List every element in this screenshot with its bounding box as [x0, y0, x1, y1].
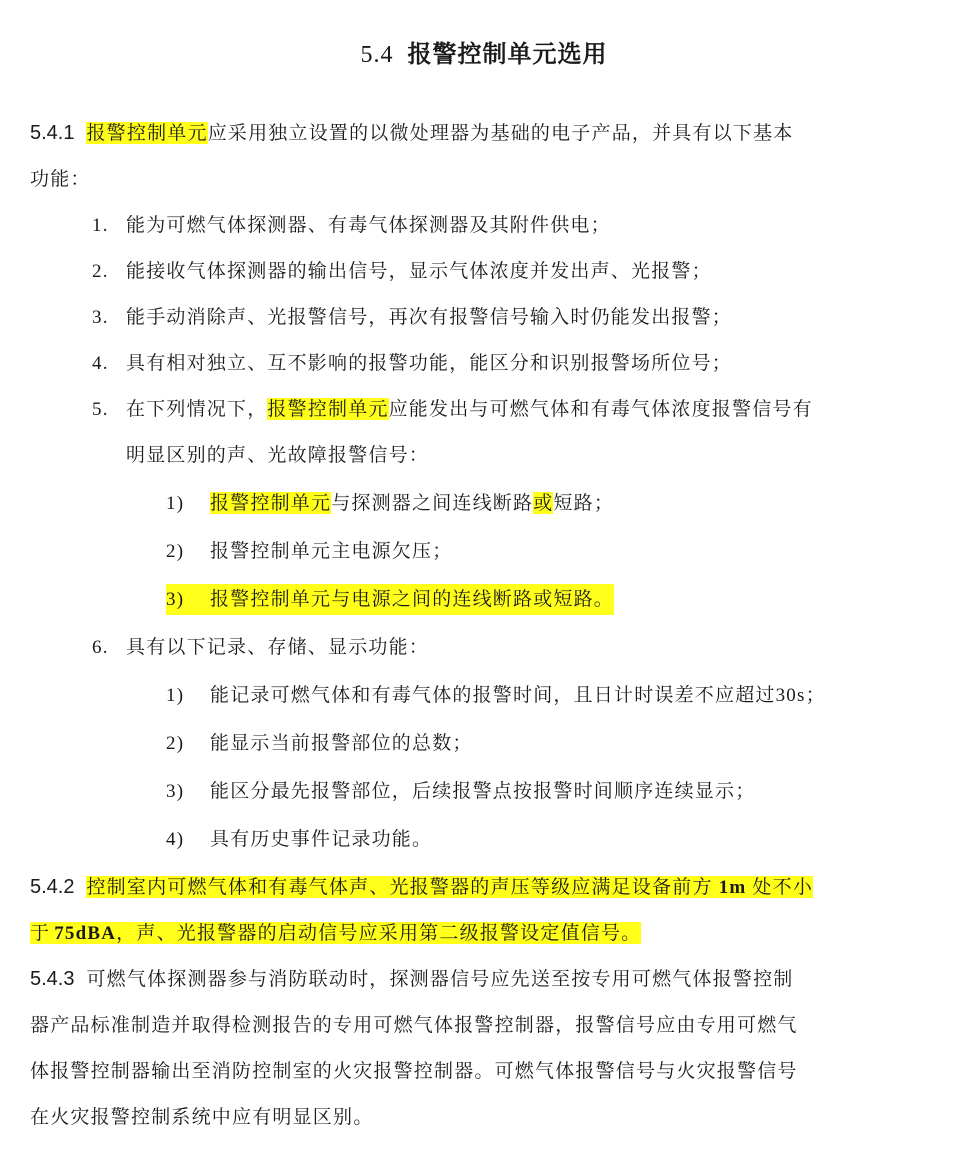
list-item-number: 3.	[92, 307, 109, 328]
sub-list-item-end: ；	[805, 684, 826, 706]
clause-543-line-4	[30, 1102, 373, 1132]
list-item	[92, 302, 732, 333]
clause-543-text: 可燃气体探测器参与消防联动时，探测器信号应先送至按专用可燃气体报警控制	[86, 968, 794, 990]
list-item-text: 能手动消除声、光报警信号，再次有报警信号输入时仍能发出报警；	[126, 306, 733, 328]
sub-list-item-number: 3)	[166, 589, 185, 610]
list-item-number: 2.	[92, 261, 109, 282]
sub-list-item-text: 报警控制单元与电源之间的连线断路或短路。	[210, 588, 615, 610]
sub-list-item-value: 30s	[775, 685, 806, 706]
clause-543-line-1	[30, 964, 794, 994]
sub-list-item-text: 具有历史事件记录功能。	[210, 828, 433, 850]
sub-list-item-text: 能区分最先报警部位，后续报警点按报警时间顺序连续显示；	[210, 780, 756, 802]
clause-542-text-d: 于	[30, 922, 51, 944]
clause-543-text: 在火灾报警控制系统中应有明显区别。	[30, 1106, 374, 1128]
sub-list-item-text: 能记录可燃气体和有毒气体的报警时间，且日计时误差不应超过	[210, 684, 776, 706]
clause-541-highlight: 报警控制单元	[86, 122, 208, 144]
list-item-text: 明显区别的声、光故障报警信号：	[126, 444, 430, 466]
sub-list-item-highlight-2: 或	[533, 492, 554, 514]
list-item-text: 能接收气体探测器的输出信号，显示气体浓度并发出声、光报警；	[126, 260, 712, 282]
sub-list-item-number: 3)	[166, 781, 185, 802]
sub-list-item	[166, 728, 473, 759]
list-item-continuation	[126, 440, 429, 470]
sub-list-item-text: 能显示当前报警部位的总数；	[210, 732, 473, 754]
sub-list-item-highlight: 报警控制单元	[210, 492, 332, 514]
clause-543-text: 器产品标准制造并取得检测报告的专用可燃气体报警控制器，报警信号应由专用可燃气	[30, 1014, 798, 1036]
sub-list-item	[166, 824, 432, 855]
sub-list-item-highlighted	[166, 584, 614, 615]
clause-541-text: 应采用独立设置的以微处理器为基础的电子产品，并具有以下基本	[207, 122, 794, 144]
list-item-text: 能为可燃气体探测器、有毒气体探测器及其附件供电；	[126, 214, 611, 236]
list-item-number: 5.	[92, 399, 109, 420]
section-title	[0, 34, 968, 69]
clause-542-number: 5.4.2	[30, 876, 75, 898]
list-item	[92, 394, 813, 425]
sub-list-item-number: 4)	[166, 829, 185, 850]
sub-list-item-text: 与探测器之间连线断路	[331, 492, 534, 514]
section-title-text: 报警控制单元选用	[407, 40, 608, 68]
clause-542-text-a: 控制室内可燃气体和有毒气体声、光报警器的声压等级应满足设备前方	[86, 876, 713, 898]
clause-543-line-2	[30, 1010, 798, 1040]
list-item-highlight: 报警控制单元	[267, 398, 389, 420]
sub-list-item-number: 2)	[166, 733, 185, 754]
sub-list-item-number: 2)	[166, 541, 185, 562]
clause-541-continuation: 功能：	[30, 168, 91, 190]
list-item-text: 具有相对独立、互不影响的报警功能，能区分和识别报警场所位号；	[126, 352, 733, 374]
clause-541-line-1	[30, 118, 794, 148]
sub-list-item	[166, 680, 826, 711]
list-item-number: 4.	[92, 353, 109, 374]
sub-list-item	[166, 488, 614, 519]
sub-list-item	[166, 776, 755, 807]
clause-542-value-1m: 1m	[718, 877, 747, 898]
clause-542-highlight-2	[30, 922, 641, 944]
clause-541-number: 5.4.1	[30, 122, 75, 144]
list-item-text: 具有以下记录、存储、显示功能：	[126, 636, 430, 658]
list-item-text-pre: 在下列情况下，	[126, 398, 268, 420]
clause-542-text-e: ，声、光报警器的启动信号应采用第二级报警设定值信号。	[116, 922, 642, 944]
section-title-number: 5.4	[360, 42, 394, 68]
list-item	[92, 210, 611, 241]
clause-542-highlight-1	[86, 876, 813, 898]
clause-542-text-c: 处不小	[752, 876, 814, 898]
clause-542-line-1	[30, 872, 813, 903]
list-item-number: 6.	[92, 637, 109, 658]
clause-543-line-3	[30, 1056, 798, 1086]
sub-list-item-number: 1)	[166, 685, 185, 706]
clause-541-line-2	[30, 164, 91, 194]
sub-list-item-text-end: 短路；	[553, 492, 615, 514]
clause-543-number: 5.4.3	[30, 968, 75, 990]
clause-542-line-2	[30, 918, 641, 949]
list-item	[92, 348, 732, 379]
list-item-text-post: 应能发出与可燃气体和有毒气体浓度报警信号有	[388, 398, 813, 420]
clause-543-text: 体报警控制器输出至消防控制室的火灾报警控制器。可燃气体报警信号与火灾报警信号	[30, 1060, 798, 1082]
list-item	[92, 256, 712, 287]
sub-list-item-text: 报警控制单元主电源欠压；	[210, 540, 453, 562]
sub-list-item	[166, 536, 452, 567]
list-item-number: 1.	[92, 215, 109, 236]
clause-542-value-dba: 75dBA	[54, 923, 117, 944]
list-item	[92, 632, 429, 663]
sub-list-item-number: 1)	[166, 493, 185, 514]
